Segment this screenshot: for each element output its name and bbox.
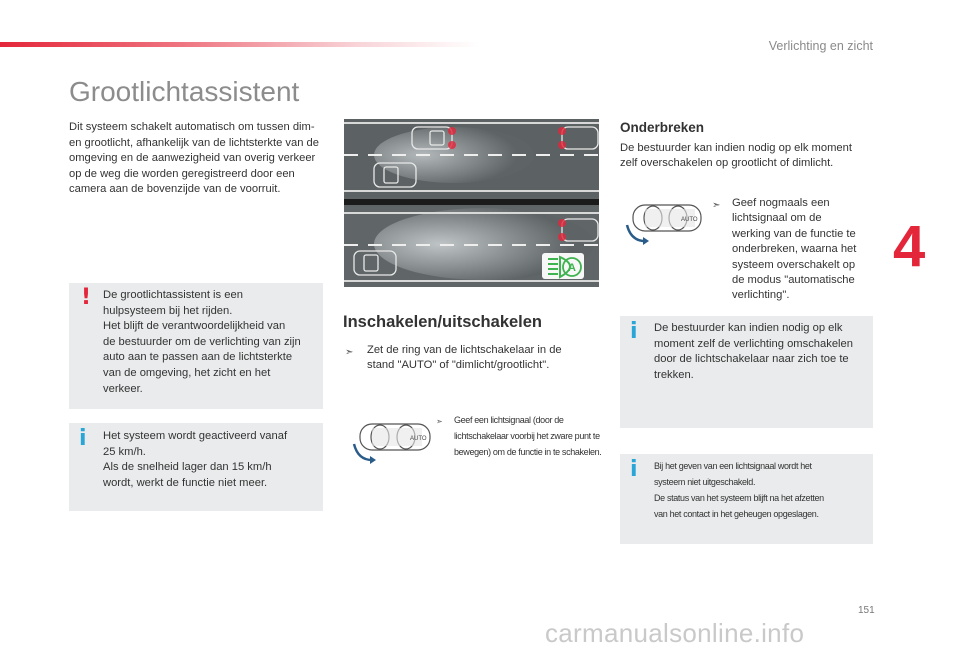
info-notice-activation-text: Het systeem wordt geactiveerd vanaf 25 km/h. Als de snelheid lager dan 15 km/h wordt, werkt de functie niet meer. xyxy=(103,430,288,489)
info-icon: i xyxy=(79,426,87,451)
heading-onderbreken: Onderbreken xyxy=(620,120,705,135)
section-title: Verlichting en zicht xyxy=(768,39,873,53)
light-switch-stalk-illustration-1 xyxy=(350,420,434,466)
page-number: 151 xyxy=(858,605,875,616)
warning-notice-text: De grootlichtassistent is een hulpsysteem bij het rijden. Het blijft de verantwoordelijkheid van de bestuurder om de verlichting van zijn auto aan te passen aan de lichtsterkte van de omgeving, het zicht en het verkeer. xyxy=(103,289,301,395)
info-notice-memory xyxy=(620,454,873,544)
svg-text:AUTO: AUTO xyxy=(410,436,427,442)
page-title: Grootlichtassistent xyxy=(69,76,300,107)
info-notice-memory-text: Bij het geven van een lichtsignaal wordt het systeem niet uitgeschakeld. De status van het systeem blijft na het afzetten van het contact in het geheugen opgeslagen. xyxy=(654,461,824,519)
intro-paragraph: Dit systeem schakelt automatisch om tussen dim- en grootlicht, afhankelijk van de lichtsterkte van de omgeving en de aanwezigheid van overig verkeer op de weg die worden geregistreerd door een camera aan de bovenzijde van de voorruit. xyxy=(69,121,319,196)
bullet-arrow-icon: ➣ xyxy=(345,347,354,358)
onderbreken-bullet: Geef nogmaals een lichtsignaal om de werking van de functie te onderbreken, waarna het systeem overschakelt op de modus "automatische verlichting". xyxy=(732,197,857,302)
svg-text:A: A xyxy=(568,262,576,274)
inschakelen-bullet-2: Geef een lichtsignaal (door de lichtschakelaar voorbij het zware punt te bewegen) om de functie in te schakelen. xyxy=(454,415,602,457)
light-switch-stalk-illustration-2 xyxy=(623,203,705,247)
headlight xyxy=(448,127,456,135)
light-switch-icon xyxy=(350,420,434,466)
divider-strip xyxy=(344,199,599,205)
bullet-arrow-icon: ➣ xyxy=(436,417,443,426)
inschakelen-bullet-1: Zet de ring van de lichtschakelaar in de stand "AUTO" of "dimlicht/grootlicht". xyxy=(367,344,562,372)
heading-inschakelen: Inschakelen/uitschakelen xyxy=(343,313,543,331)
watermark-text: carmanualsonline.info xyxy=(545,618,805,648)
headlight xyxy=(558,141,566,149)
info-notice-activation xyxy=(69,423,323,511)
info-notice-manual-override xyxy=(620,316,873,428)
chapter-color-bar xyxy=(0,42,480,47)
headlight xyxy=(448,141,456,149)
info-icon: i xyxy=(630,319,638,344)
chapter-number: 4 xyxy=(893,214,926,279)
headlight xyxy=(558,127,566,135)
info-icon: i xyxy=(630,457,638,482)
high-beam-assist-illustration xyxy=(344,119,599,287)
taillight xyxy=(558,219,566,227)
road-scene-svg xyxy=(344,119,599,287)
light-switch-icon xyxy=(623,203,705,247)
taillight xyxy=(558,233,566,241)
high-beam-auto-indicator-icon xyxy=(542,253,584,279)
info-notice-manual-override-text: De bestuurder kan indien nodig op elk moment zelf de verlichting omschakelen door de lichtschakelaar naar zich toe te trekken. xyxy=(654,322,853,381)
bullet-arrow-icon: ➣ xyxy=(712,200,721,211)
warning-notice xyxy=(69,283,323,409)
svg-text:AUTO: AUTO xyxy=(681,217,698,223)
onderbreken-intro: De bestuurder kan indien nodig op elk moment zelf overschakelen op grootlicht of dimlicht. xyxy=(620,142,852,170)
exclamation-warning-icon: ! xyxy=(81,285,92,310)
